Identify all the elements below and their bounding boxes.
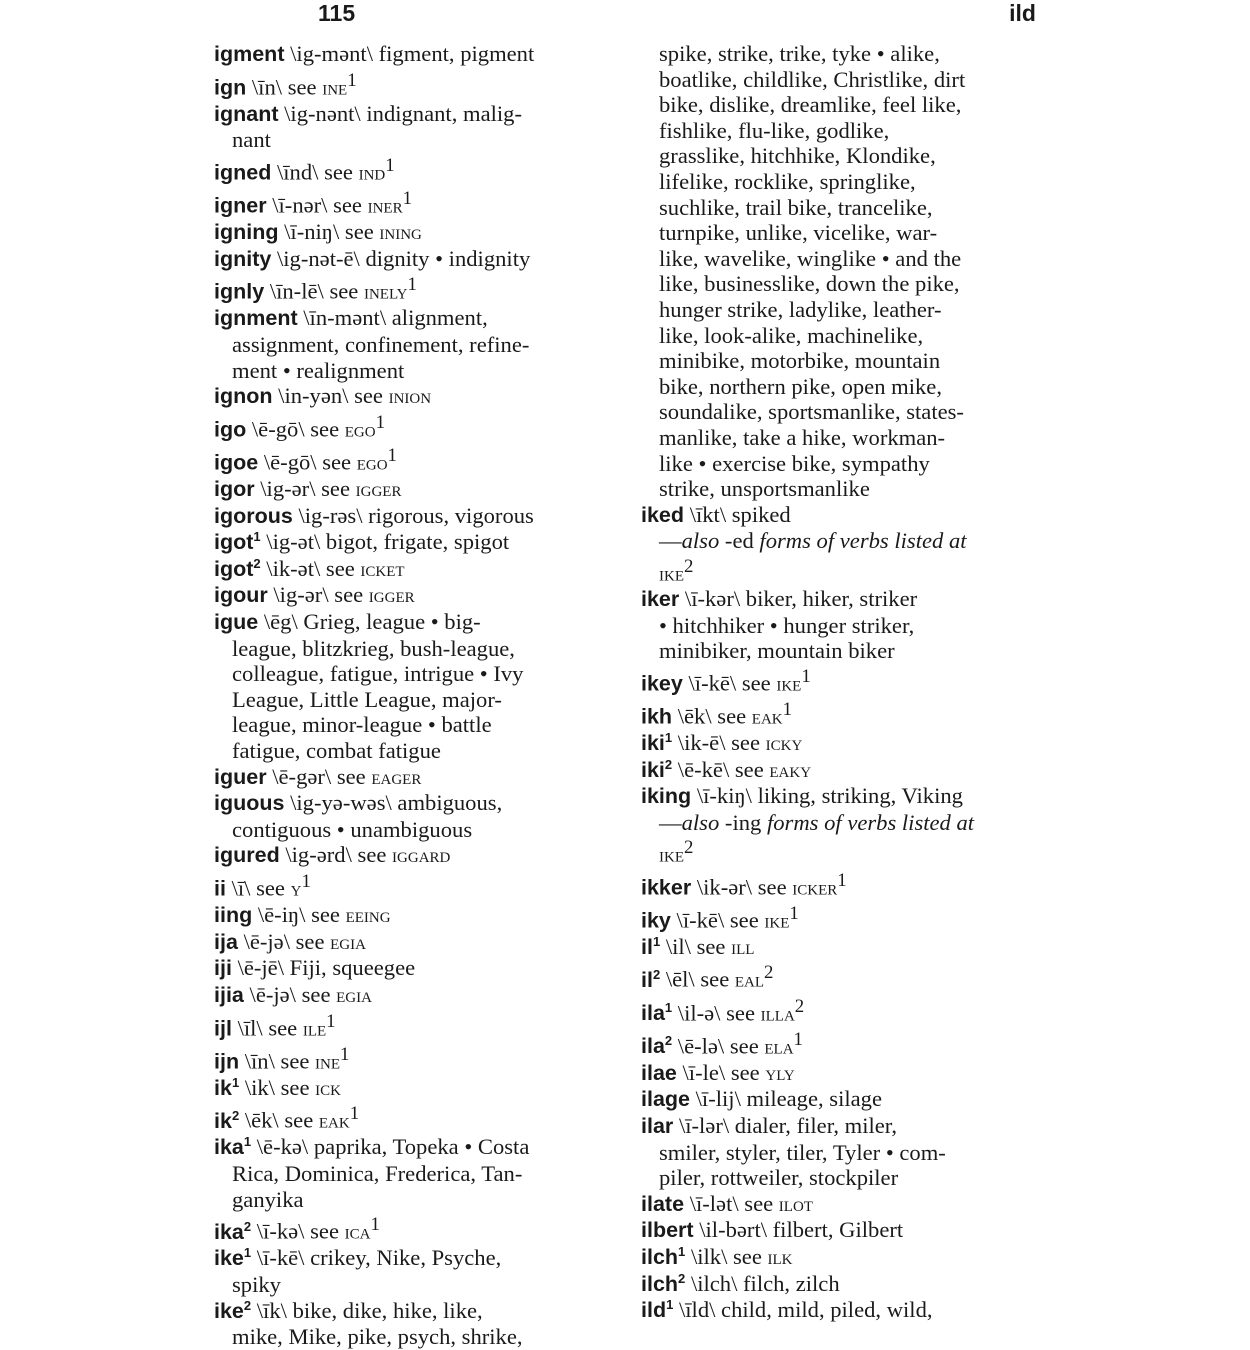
pronunciation: \ēk\ [244, 1107, 279, 1133]
pronunciation: \īkt\ [689, 501, 727, 527]
entry-line: ilage \ī-lij\ mileage, silage [641, 1086, 882, 1112]
also-note: —also -ing forms of verbs listed at [659, 809, 975, 835]
headword: ilage [641, 1087, 690, 1112]
headword: igment [214, 42, 285, 66]
headword: iguer [214, 764, 267, 789]
headword: $ik^2$ [214, 1107, 240, 1133]
pronunciation: \ig-rəs\ [298, 502, 363, 528]
entry-line: ijn \īn\ see ine$^1$ [214, 1043, 350, 1074]
pronunciation: \īn\ [251, 74, 283, 100]
superscript: 1 [340, 1043, 350, 1065]
cross-reference: ining [379, 219, 422, 245]
pronunciation: \il-bərt\ [699, 1217, 767, 1243]
entry-continuation: league, blitzkrieg, bush-league, [232, 635, 515, 661]
superscript: 1 [387, 444, 397, 466]
headword: igured [214, 843, 280, 868]
headword: ign [214, 75, 247, 100]
cross-reference: yly [765, 1059, 795, 1085]
pronunciation: \ig-ərd\ [285, 842, 352, 868]
pronunciation: \ik\ [244, 1074, 275, 1100]
headword: ike$^2$ [214, 1297, 252, 1323]
headword: ilch$^1$ [641, 1243, 686, 1269]
cross-reference: igger [355, 476, 402, 502]
cross-reference: ind [358, 159, 386, 185]
pronunciation: \īl\ [237, 1015, 263, 1041]
pronunciation: \ī-le\ [682, 1059, 726, 1085]
superscript: 1 [347, 69, 357, 91]
pronunciation: \ig-ət\ [266, 529, 321, 555]
cross-reference: ile [302, 1015, 327, 1041]
pronunciation: \ī-lij\ [695, 1086, 741, 1112]
entry-continuation: suchlike, trail bike, trancelike, [659, 194, 933, 220]
pronunciation: \ē-gō\ [263, 449, 317, 475]
cross-reference: eeing [345, 902, 391, 928]
entry-continuation: bike, dislike, dreamlike, feel like, [659, 92, 962, 118]
superscript: 1 [326, 1010, 336, 1032]
entry-continuation: spiky [232, 1271, 281, 1297]
entry-continuation: piler, rottweiler, stockpiler [659, 1165, 899, 1191]
entry-line: $il^2$ \ēl\ see eal$^2$ [641, 962, 774, 992]
superscript: 1 [349, 1103, 360, 1125]
entry-continuation: Rica, Dominica, Frederica, Tan- [232, 1161, 523, 1187]
superscript: 2 [684, 555, 694, 577]
headword: ii [214, 876, 226, 901]
headword: $il^2$ [641, 966, 661, 992]
superscript: 1 [793, 1028, 803, 1050]
pronunciation: \ēg\ [263, 609, 298, 635]
pronunciation: \ig-yə-wəs\ [290, 790, 392, 816]
also-text: forms of verbs listed at [766, 809, 975, 835]
pronunciation: \il-ə\ [677, 1000, 721, 1026]
superscript: 2 [764, 962, 774, 984]
entry-line: $ik^2$ \ēk\ see eak$^1$ [214, 1103, 360, 1133]
entry-continuation: contiguous • unambiguous [232, 816, 473, 842]
entry-continuation: strike, unsportsmanlike [659, 476, 870, 502]
superscript: 1 [664, 1000, 673, 1016]
also-label: also [681, 528, 720, 554]
page-number: 115 [318, 0, 356, 26]
superscript: 1 [231, 1074, 240, 1090]
headword: ilch$^2$ [641, 1270, 686, 1296]
cross-reference: ine [315, 1048, 341, 1074]
cross-reference: icky [765, 730, 803, 756]
headword: igo [214, 417, 247, 442]
superscript: 1 [385, 154, 395, 176]
pronunciation: \ī-kər\ [684, 586, 741, 611]
entry-continuation: smiler, styler, tiler, Tyler • com- [659, 1139, 946, 1165]
entry-line: ilae \ī-le\ see yly [641, 1059, 795, 1085]
cross-reference: ike [764, 907, 790, 933]
entry-line: ignly \īn-lē\ see inely$^1$ [214, 274, 417, 304]
headword: iing [214, 903, 253, 928]
cross-reference: icket [360, 555, 405, 581]
cross-reference: ike [659, 841, 684, 867]
headword: igot$^2$ [214, 555, 261, 581]
pronunciation: \ē-iŋ\ [257, 902, 306, 928]
entry-continuation: spike, strike, trike, tyke • alike, [659, 41, 940, 66]
headword: ignment [214, 306, 298, 331]
entry-continuation: League, Little League, major- [232, 686, 502, 712]
entry-line: ikker \ik-ər\ see icker$^1$ [641, 869, 847, 900]
cross-reference: ego [344, 416, 376, 442]
pronunciation: \īn-lē\ [269, 278, 324, 304]
cross-reference: iggard [392, 842, 451, 868]
right-column [641, 41, 1041, 1324]
entry-line: $il^1$ \il\ see ill [641, 933, 755, 959]
headword: igned [214, 160, 272, 185]
cross-reference: ike [776, 670, 802, 696]
superscript: 1 [801, 665, 811, 687]
pronunciation: \ig-ər\ [260, 476, 316, 502]
entry-line: ilbert \il-bərt\ filbert, Gilbert [641, 1217, 904, 1243]
superscript: 1 [664, 730, 673, 746]
entry-line: ika$^2$ \ī-kə\ see ica$^1$ [214, 1214, 380, 1244]
pronunciation: \ē-gō\ [251, 416, 305, 442]
entry-continuation: minibiker, mountain biker [659, 638, 895, 664]
entry-continuation: mike, Mike, pike, psych, shrike, [232, 1324, 523, 1350]
headword: ikker [641, 875, 692, 900]
superscript: 1 [243, 1134, 252, 1150]
headword: ila$^1$ [641, 1000, 673, 1026]
cross-reference: ine [322, 74, 348, 100]
cross-reference: illa [760, 1000, 795, 1026]
entry-line: ijl \īl\ see ile$^1$ [214, 1010, 336, 1041]
entry-continuation: soundalike, sportsmanlike, states- [659, 399, 964, 425]
entry-line: iguer \ē-gər\ see eager [214, 763, 422, 789]
pronunciation: \ē-kē\ [677, 756, 730, 782]
pronunciation: \ī\ [231, 875, 251, 901]
pronunciation: \ī-kē\ [688, 670, 737, 696]
entry-continuation: like • exercise bike, sympathy [659, 450, 930, 476]
headword: ikh [641, 704, 673, 729]
pronunciation: \ī-kiŋ\ [696, 783, 752, 809]
entry-line: ignity \ig-nət-ē\ dignity • indignity [214, 245, 531, 271]
headword: iker [641, 587, 680, 611]
pronunciation: \ē-jə\ [243, 928, 290, 954]
pronunciation: \ilk\ [690, 1243, 728, 1269]
superscript: 2 [231, 1107, 240, 1123]
headword: iki$^2$ [641, 756, 673, 782]
pronunciation: \ē-kə\ [256, 1134, 309, 1160]
pronunciation: \ī-niŋ\ [284, 219, 340, 245]
entry-line: igner \ī-nər\ see iner$^1$ [214, 188, 413, 218]
entry-continuation: minibike, motorbike, mountain [659, 348, 941, 374]
headword: ignant [214, 101, 279, 126]
entry-line: ila$^2$ \ē-lə\ see ela$^1$ [641, 1028, 803, 1059]
entry-line: igot$^2$ \ik-ət\ see icket [214, 555, 405, 581]
superscript: 2 [243, 1218, 252, 1234]
entry-line: iked \īkt\ spiked [641, 501, 791, 527]
headword: ika$^1$ [214, 1134, 252, 1160]
pronunciation: \īn\ [244, 1048, 275, 1074]
headword: igour [214, 583, 268, 608]
entry-continuation: hunger strike, ladylike, leather- [659, 296, 942, 322]
cross-reference: ick [315, 1074, 341, 1100]
entry-continuation: boatlike, childlike, Christlike, dirt [659, 66, 966, 92]
headword: ignly [214, 279, 265, 304]
superscript: 1 [652, 933, 661, 949]
entry-line: iky \ī-kē\ see ike$^1$ [641, 902, 799, 933]
entry-line: igured \ig-ərd\ see iggard [214, 842, 451, 868]
headword: iking [641, 784, 692, 809]
headword: ija [214, 929, 238, 954]
cross-reference: egia [336, 981, 372, 1007]
entry-continuation: ganyika [232, 1186, 304, 1212]
headword: ila$^2$ [641, 1033, 673, 1059]
headword: iked [641, 502, 685, 527]
headword: iky [641, 908, 671, 933]
cross-reference: ela [764, 1033, 794, 1059]
entry-line: ilch$^1$ \ilk\ see ilk [641, 1243, 793, 1269]
superscript: 2 [678, 1270, 686, 1286]
headword: iji [214, 956, 232, 981]
also-label: also [681, 809, 720, 835]
superscript: 2 [794, 995, 805, 1017]
headword: ikey [641, 671, 683, 696]
pronunciation: \ig-mənt\ [290, 41, 373, 66]
also-reference [641, 835, 1041, 867]
cross-reference: eager [371, 763, 422, 789]
headword: ilar [641, 1113, 674, 1138]
cross-reference: inely [363, 278, 408, 304]
entry-line: iguous \ig-yə-wəs\ ambiguous, [214, 790, 503, 816]
entry-line: igoe \ē-gō\ see ego$^1$ [214, 444, 397, 475]
headword: ilbert [641, 1218, 694, 1243]
pronunciation: \ē-jə\ [249, 981, 296, 1007]
headword: ijn [214, 1049, 240, 1074]
cross-reference: egia [330, 928, 366, 954]
superscript: 1 [666, 1297, 674, 1313]
pronunciation: \ig-ər\ [273, 582, 329, 608]
entry-continuation: colleague, fatigue, intrigue • Ivy [232, 661, 524, 687]
pronunciation: \ī-lər\ [678, 1112, 730, 1138]
entry-line: ika$^1$ \ē-kə\ paprika, Topeka • Costa [214, 1134, 530, 1160]
entry-line: ild$^1$ \īld\ child, mild, piled, wild, [641, 1297, 933, 1323]
cross-reference: ilk [767, 1243, 793, 1269]
superscript: 1 [407, 274, 417, 296]
entry-line: ignant \ig-nənt\ indignant, malig- [214, 100, 522, 126]
pronunciation: \ēk\ [677, 703, 712, 729]
entry-line: iing \ē-iŋ\ see eeing [214, 902, 391, 928]
pronunciation: \īk\ [256, 1297, 287, 1323]
entry-continuation: ment • realignment [232, 357, 405, 383]
cross-reference: ilot [778, 1190, 813, 1216]
headword: igner [214, 193, 267, 218]
pronunciation: \in-yən\ [278, 383, 349, 409]
entry-line: iki$^2$ \ē-kē\ see eaky [641, 756, 812, 782]
entry-line: iking \ī-kiŋ\ liking, striking, Viking [641, 783, 963, 809]
entry-continuation: fatigue, combat fatigue [232, 738, 441, 764]
entry-line: igning \ī-niŋ\ see ining [214, 219, 422, 245]
pronunciation: \ig-nət-ē\ [277, 245, 360, 271]
superscript: 2 [664, 1033, 673, 1049]
entry-line: ikh \ēk\ see eak$^1$ [641, 698, 793, 729]
guide-word: ild [1009, 0, 1036, 26]
entry-continuation: like, businesslike, down the pike, [659, 271, 960, 297]
entry-line: igue \ēg\ Grieg, league • big- [214, 609, 481, 635]
headword: ignon [214, 384, 273, 409]
cross-reference: y [290, 875, 302, 901]
superscript: 2 [664, 756, 673, 772]
headword: iki$^1$ [641, 730, 673, 756]
headword: ignity [214, 246, 272, 271]
entry-continuation: manlike, take a hike, workman- [659, 424, 946, 450]
superscript: 1 [789, 902, 799, 924]
pronunciation: \īn-mənt\ [303, 305, 387, 331]
pronunciation: \ik-ē\ [677, 730, 726, 756]
headword: ike$^1$ [214, 1245, 252, 1271]
also-reference [641, 554, 1041, 586]
cross-reference: eak [751, 703, 783, 729]
entry-line: igour \ig-ər\ see igger [214, 582, 415, 608]
superscript: 1 [678, 1243, 686, 1259]
entry-line: igned \īnd\ see ind$^1$ [214, 154, 395, 185]
entry-line: igo \ē-gō\ see ego$^1$ [214, 411, 386, 442]
superscript: 1 [782, 698, 793, 720]
entry-line: ii \ī\ see $y^1$ [214, 871, 311, 901]
pronunciation: \ik-ət\ [266, 555, 321, 581]
entry-line: ila$^1$ \il-ə\ see illa$^2$ [641, 995, 805, 1026]
pronunciation: \ig-nənt\ [284, 100, 361, 126]
entry-continuation: like, wavelike, winglike • and the [659, 245, 962, 271]
headword: ijl [214, 1016, 232, 1041]
entry-line: iki$^1$ \ik-ē\ see icky [641, 730, 803, 756]
also-text: forms of verbs listed at [759, 528, 967, 554]
headword: igning [214, 220, 279, 245]
entry-continuation: nant [232, 127, 271, 153]
entry-line: igment \ig-mənt\ figment, pigment [214, 41, 535, 66]
entry-line: igot$^1$ \ig-ət\ bigot, frigate, spigot [214, 529, 510, 555]
pronunciation: \ī-kē\ [256, 1245, 305, 1271]
headword: ika$^2$ [214, 1218, 252, 1244]
cross-reference: inion [388, 383, 432, 409]
pronunciation: \īld\ [678, 1297, 716, 1323]
superscript: 2 [253, 555, 261, 571]
entry-line: igor \ig-ər\ see igger [214, 476, 402, 502]
cross-reference: icker [792, 874, 838, 900]
entry-line: ijia \ē-jə\ see egia [214, 981, 372, 1007]
entry-line: iker \ī-kər\ biker, hiker, striker [641, 586, 918, 611]
headword: igue [214, 610, 259, 635]
entry-line: ilch$^2$ \ilch\ filch, zilch [641, 1270, 840, 1296]
entry-continuation: bike, northern pike, open mike, [659, 373, 942, 399]
entry-line: ija \ē-jə\ see egia [214, 928, 366, 954]
pronunciation: \ī-lət\ [689, 1190, 739, 1216]
entry-line: iji \ē-jē\ Fiji, squeegee [214, 955, 416, 981]
cross-reference: igger [368, 582, 415, 608]
pronunciation: \ī-kē\ [676, 907, 725, 933]
headword: ilae [641, 1060, 677, 1085]
headword: igoe [214, 450, 259, 475]
superscript: 1 [243, 1245, 252, 1261]
superscript: 1 [375, 411, 386, 433]
entry-continuation: grasslike, hitchhike, Klondike, [659, 143, 936, 169]
headword: ilate [641, 1191, 685, 1216]
superscript: 1 [837, 869, 847, 891]
cross-reference: ego [356, 449, 388, 475]
cross-reference: eaky [769, 756, 812, 782]
superscript: 2 [684, 837, 694, 859]
entry-continuation: fishlike, flu-like, godlike, [659, 117, 890, 143]
entry-continuation: league, minor-league • battle [232, 712, 492, 738]
headword: igorous [214, 503, 293, 528]
entry-line: ignment \īn-mənt\ alignment, [214, 305, 488, 331]
cross-reference: eak [318, 1107, 350, 1133]
cross-reference: iner [367, 192, 403, 218]
entry-line: ilar \ī-lər\ dialer, filer, miler, [641, 1112, 898, 1138]
headword: iguous [214, 791, 285, 816]
pronunciation: \ilch\ [690, 1270, 738, 1296]
pronunciation: \ik-ər\ [696, 874, 753, 900]
pronunciation: \ē-lə\ [677, 1033, 725, 1059]
pronunciation: \ī-nər\ [272, 192, 328, 218]
entry-continuation: like, look-alike, machinelike, [659, 322, 924, 348]
headword: igor [214, 477, 255, 502]
superscript: 1 [253, 529, 261, 545]
pronunciation: \īnd\ [277, 159, 319, 185]
headword: igot$^1$ [214, 529, 261, 555]
entry-line: ike$^2$ \īk\ bike, dike, hike, like, [214, 1297, 483, 1323]
entry-line: igorous \ig-rəs\ rigorous, vigorous [214, 502, 534, 528]
pronunciation: \ē-gər\ [272, 763, 332, 789]
left-column [214, 41, 614, 1350]
entry-line: ikey \ī-kē\ see ike$^1$ [641, 665, 811, 696]
pronunciation: \ē-jē\ [237, 955, 284, 981]
entry-line: ilate \ī-lət\ see ilot [641, 1190, 813, 1216]
superscript: 1 [402, 188, 413, 210]
entry-continuation: lifelike, rocklike, springlike, [659, 168, 916, 194]
entry-line: $ik^1$ \ik\ see ick [214, 1074, 341, 1100]
headword: $ik^1$ [214, 1074, 240, 1100]
superscript: 1 [370, 1214, 380, 1236]
superscript: 1 [301, 871, 311, 892]
entry-continuation: turnpike, unlike, vicelike, war- [659, 220, 938, 246]
also-note: —also -ed forms of verbs listed at [659, 528, 967, 554]
pronunciation: \il\ [665, 933, 691, 959]
entry-continuation: assignment, confinement, refine- [232, 332, 530, 358]
headword: ijia [214, 982, 244, 1007]
superscript: 2 [243, 1297, 252, 1313]
entry-continuation: • hitchhiker • hunger striker, [659, 612, 915, 638]
entry-line: ike$^1$ \ī-kē\ crikey, Nike, Psyche, [214, 1245, 502, 1271]
pronunciation: \ī-kə\ [256, 1218, 305, 1244]
cross-reference: ill [731, 933, 755, 959]
cross-reference: ica [344, 1218, 371, 1244]
cross-reference: eal [734, 966, 765, 992]
cross-reference: ike [659, 560, 684, 586]
entry-line: ignon \in-yən\ see inion [214, 383, 432, 409]
superscript: 2 [652, 966, 661, 982]
headword: ild$^1$ [641, 1297, 674, 1323]
headword: $il^1$ [641, 933, 661, 959]
pronunciation: \ēl\ [665, 966, 695, 992]
entry-line: ign \īn\ see ine$^1$ [214, 69, 357, 100]
